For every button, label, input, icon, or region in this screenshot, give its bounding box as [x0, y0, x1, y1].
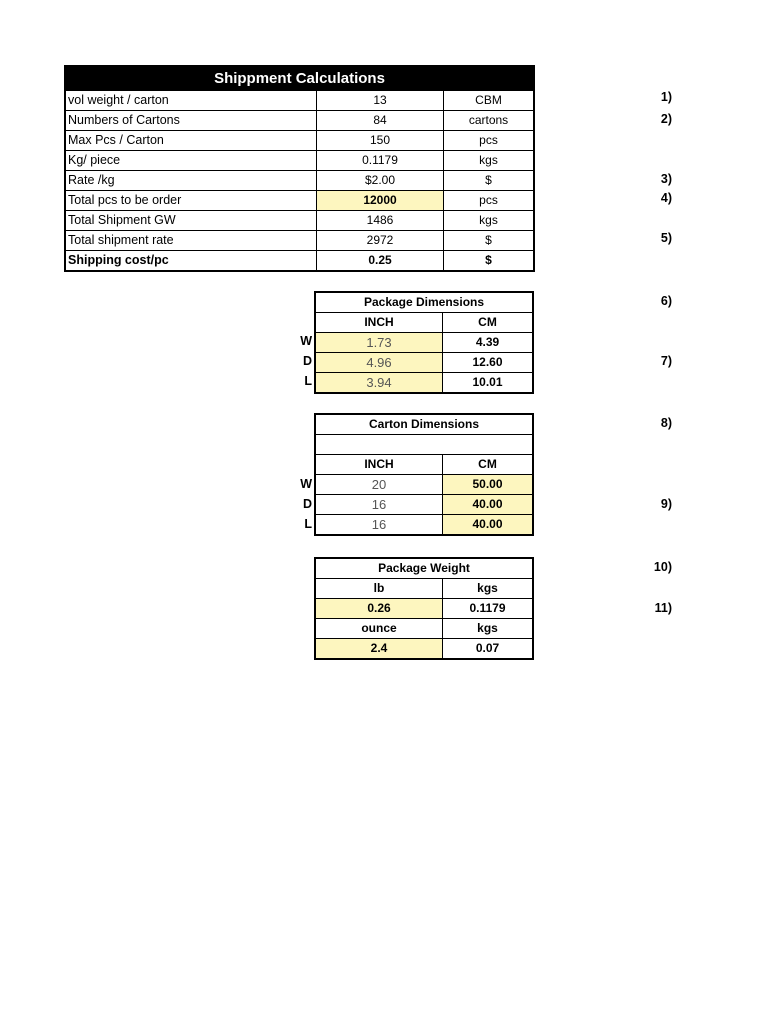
weight-lb-input[interactable]: 0.26 [315, 599, 443, 619]
row-value[interactable]: 0.25 [317, 251, 444, 272]
row-value[interactable]: 0.1179 [317, 151, 444, 171]
table-row [65, 191, 534, 211]
note-marker: 5) [660, 231, 672, 245]
table-row [315, 515, 533, 536]
ctn-depth-inch[interactable]: 16 [315, 495, 443, 515]
side-label-w: W [300, 477, 312, 491]
row-unit[interactable]: kgs [444, 211, 535, 231]
col-header-kgs: kgs [443, 619, 534, 639]
row-unit[interactable]: cartons [444, 111, 535, 131]
row-value[interactable]: 150 [317, 131, 444, 151]
pkg-length-cm[interactable]: 10.01 [443, 373, 534, 394]
col-header-lb: lb [315, 579, 443, 599]
shipment-title: Shippment Calculations [65, 66, 534, 91]
row-unit[interactable]: pcs [444, 191, 535, 211]
table-row [315, 639, 533, 660]
table-row [65, 111, 534, 131]
row-unit[interactable]: $ [444, 251, 535, 272]
row-label[interactable]: Total Shipment GW [65, 211, 317, 231]
weight-kgs[interactable]: 0.1179 [443, 599, 534, 619]
table-row [65, 131, 534, 151]
table-row [65, 151, 534, 171]
ctn-width-inch[interactable]: 20 [315, 475, 443, 495]
col-header-cm: CM [443, 313, 534, 333]
side-label-l: L [304, 517, 312, 531]
row-label[interactable]: Total shipment rate [65, 231, 317, 251]
table-row [65, 231, 534, 251]
pkg-length-inch-input[interactable]: 3.94 [315, 373, 443, 394]
row-unit[interactable]: $ [444, 231, 535, 251]
note-marker: 8) [660, 416, 672, 430]
table-row [315, 353, 533, 373]
pkg-depth-inch-input[interactable]: 4.96 [315, 353, 443, 373]
side-label-w: W [300, 334, 312, 348]
row-unit[interactable]: kgs [444, 151, 535, 171]
note-marker: 4) [660, 191, 672, 205]
package-weight-title: Package Weight [315, 558, 533, 579]
col-header-ounce: ounce [315, 619, 443, 639]
row-label[interactable]: Max Pcs / Carton [65, 131, 317, 151]
note-marker: 1) [660, 90, 672, 104]
table-row [65, 91, 534, 111]
note-marker: 7) [660, 354, 672, 368]
row-label[interactable]: Rate /kg [65, 171, 317, 191]
ctn-length-cm-input[interactable]: 40.00 [443, 515, 534, 536]
row-label[interactable]: Numbers of Cartons [65, 111, 317, 131]
row-unit[interactable]: CBM [444, 91, 535, 111]
note-marker: 2) [660, 112, 672, 126]
side-label-d: D [302, 354, 312, 368]
shipment-calculations-table [64, 65, 535, 272]
row-value[interactable]: 2972 [317, 231, 444, 251]
table-row [315, 599, 533, 619]
weight-ounce-input[interactable]: 2.4 [315, 639, 443, 660]
carton-dimensions-table [314, 413, 534, 536]
package-weight-table [314, 557, 534, 660]
col-header-kgs: kgs [443, 579, 534, 599]
pkg-depth-cm[interactable]: 12.60 [443, 353, 534, 373]
row-unit[interactable]: $ [444, 171, 535, 191]
ctn-width-cm-input[interactable]: 50.00 [443, 475, 534, 495]
note-marker: 10) [653, 560, 672, 574]
table-row [315, 373, 533, 394]
package-dimensions-table [314, 291, 534, 394]
table-row [65, 211, 534, 231]
ctn-length-inch[interactable]: 16 [315, 515, 443, 536]
row-value[interactable]: 84 [317, 111, 444, 131]
col-header-inch: INCH [315, 313, 443, 333]
carton-dimensions-title: Carton Dimensions [315, 414, 533, 435]
total-pcs-input[interactable]: 12000 [317, 191, 444, 211]
row-label[interactable]: Shipping cost/pc [65, 251, 317, 272]
note-marker: 11) [654, 601, 672, 615]
row-value[interactable]: 13 [317, 91, 444, 111]
pkg-width-cm[interactable]: 4.39 [443, 333, 534, 353]
package-dimensions-title: Package Dimensions [315, 292, 533, 313]
table-row [315, 333, 533, 353]
row-value[interactable]: 1486 [317, 211, 444, 231]
side-label-d: D [302, 497, 312, 511]
note-marker: 3) [660, 172, 672, 186]
row-label[interactable]: Total pcs to be order [65, 191, 317, 211]
table-row [315, 495, 533, 515]
weight-kgs-from-ounce[interactable]: 0.07 [443, 639, 534, 660]
empty-row[interactable] [315, 435, 533, 455]
col-header-cm: CM [443, 455, 534, 475]
row-unit[interactable]: pcs [444, 131, 535, 151]
note-marker: 9) [660, 497, 672, 511]
table-row [65, 171, 534, 191]
table-row [65, 251, 534, 272]
row-label[interactable]: vol weight / carton [65, 91, 317, 111]
note-marker: 6) [660, 294, 672, 308]
col-header-inch: INCH [315, 455, 443, 475]
pkg-width-inch-input[interactable]: 1.73 [315, 333, 443, 353]
row-label[interactable]: Kg/ piece [65, 151, 317, 171]
side-label-l: L [304, 374, 312, 388]
row-value[interactable]: $2.00 [317, 171, 444, 191]
table-row [315, 475, 533, 495]
ctn-depth-cm-input[interactable]: 40.00 [443, 495, 534, 515]
